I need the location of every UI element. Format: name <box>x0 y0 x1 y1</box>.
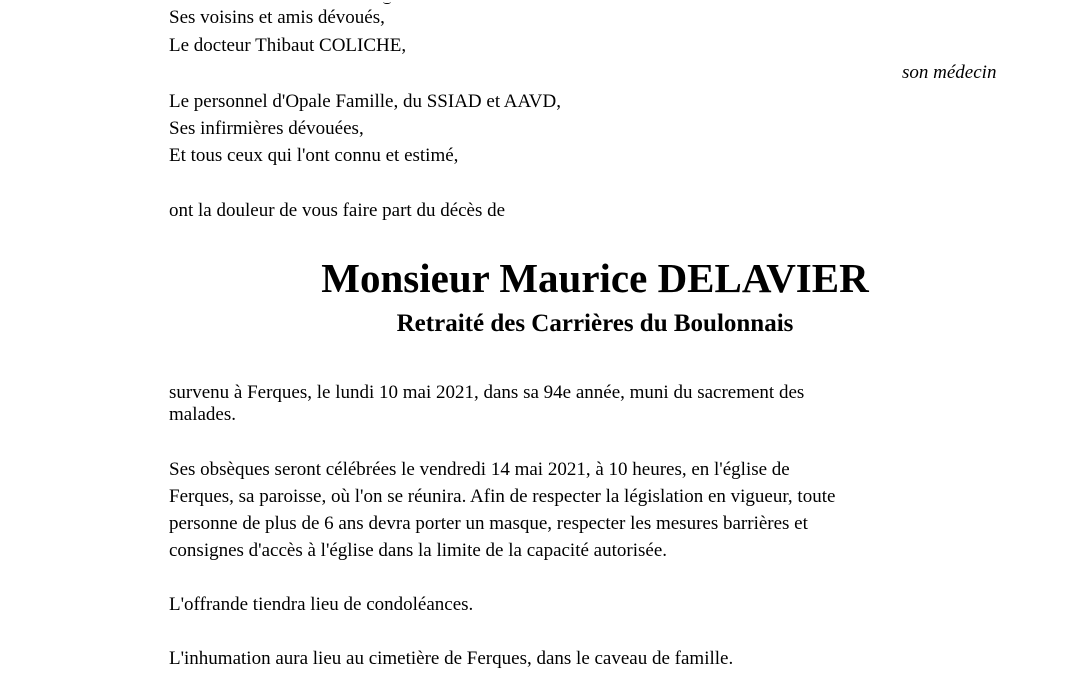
death-details-line-1: survenu à Ferques, le lundi 10 mai 2021, dans sa 94e année, muni du sacrement des <box>169 382 805 403</box>
burial-note: L'inhumation aura lieu au cimetière de Ferques, dans le caveau de famille. <box>169 648 734 669</box>
death-details-line-2: malades. <box>169 404 237 425</box>
signatory-acquaintances: Et tous ceux qui l'ont connu et estimé, <box>169 145 459 166</box>
funeral-details-line-1: Ses obsèques seront célébrées le vendredi 14 mai 2021, à 10 heures, en l'église de <box>169 459 790 480</box>
signatory-nurses: Ses infirmières dévouées, <box>169 118 364 139</box>
signatory-doctor-role: son médecin <box>902 62 997 83</box>
signatory-neighbors: Ses voisins et amis dévoués, <box>169 7 385 28</box>
death-announcement: ont la douleur de vous faire part du décès de <box>169 200 506 221</box>
funeral-details-line-4: consignes d'accès à l'église dans la limite de la capacité autorisée. <box>169 540 667 561</box>
scan-artifact-mark <box>383 0 391 4</box>
offering-note: L'offrande tiendra lieu de condoléances. <box>169 594 474 615</box>
signatory-staff: Le personnel d'Opale Famille, du SSIAD et AAVD, <box>169 91 561 112</box>
funeral-details-line-3: personne de plus de 6 ans devra porter un masque, respecter les mesures barrières et <box>169 513 808 534</box>
funeral-details-line-2: Ferques, sa paroisse, où l'on se réunira. Afin de respecter la législation en vigueur, toute <box>169 486 836 507</box>
deceased-title: Retraité des Carrières du Boulonnais <box>396 310 794 337</box>
deceased-name: Monsieur Maurice DELAVIER <box>321 255 869 301</box>
signatory-doctor: Le docteur Thibaut COLICHE, <box>169 35 407 56</box>
